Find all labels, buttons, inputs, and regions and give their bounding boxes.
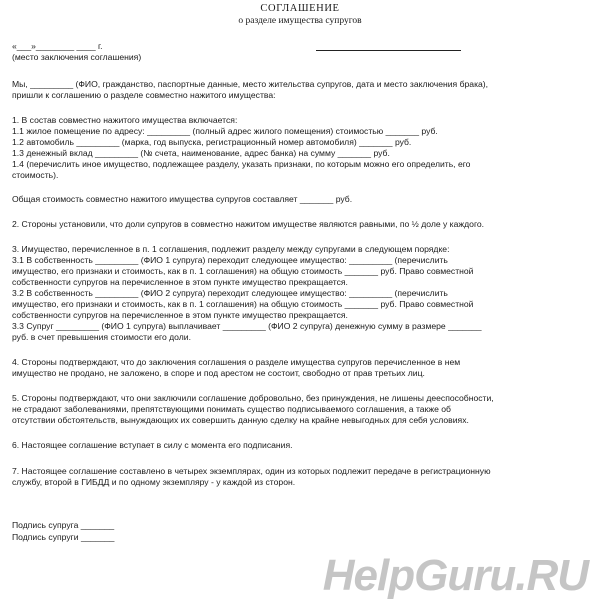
body-line: 3.2 В собственность _________ (ФИО 2 супруга) переходит следующее имущество: _________ (перечислить <box>12 288 448 298</box>
body-line: 3.1 В собственность _________ (ФИО 1 супруга) переходит следующее имущество: _________ (перечислить <box>12 255 448 265</box>
body-line: руб. в счет превышения стоимости его доли. <box>12 332 191 342</box>
body-line: стоимость). <box>12 170 59 180</box>
body-line: собственности супругов на перечисленное в этом пункте имущество прекращается. <box>12 277 348 287</box>
body-line: Общая стоимость совместно нажитого имущества супругов составляет _______ руб. <box>12 194 353 204</box>
body-line: не страдают заболеваниями, препятствующими понимать существо подписываемого соглашения, а также об <box>12 404 451 414</box>
place-caption: (место заключения соглашения) <box>12 52 142 62</box>
body-line: 1.3 денежный вклад _________ (№ счета, наименование, адрес банка) на сумму _______ руб. <box>12 148 390 158</box>
signature-husband: Подпись супруга _______ <box>12 520 115 530</box>
body-line: 1.1 жилое помещение по адресу: _________ (полный адрес жилого помещения) стоимостью _______ руб. <box>12 126 438 136</box>
body-line: службу, второй в ГИБДД и по одному экземпляру - у каждой из сторон. <box>12 477 296 487</box>
body-line: имущество не продано, не заложено, в споре и под арестом не состоит, свободно от прав третьих лиц. <box>12 368 425 378</box>
body-line: пришли к соглашению о разделе совместно нажитого имущества: <box>12 90 276 100</box>
body-line: 4. Стороны подтверждают, что до заключения соглашения о разделе имущества супругов перечисленное в нем <box>12 357 461 367</box>
body-line: 7. Настоящее соглашение составлено в четырех экземплярах, один из которых подлежит передаче в регистрационную <box>12 466 491 476</box>
body-line: 6. Настоящее соглашение вступает в силу с момента его подписания. <box>12 440 293 450</box>
place-blank-line <box>316 41 461 51</box>
body-line: 3. Имущество, перечисленное в п. 1 соглашения, подлежит разделу между супругами в следующем порядке: <box>12 244 450 254</box>
body-line: отсутствии обстоятельств, вынуждающих их совершить данную сделку на крайне невыгодных для себя условиях. <box>12 415 469 425</box>
document-title: СОГЛАШЕНИЕ <box>260 3 340 14</box>
body-line: собственности супругов на перечисленное в этом пункте имущество прекращается. <box>12 310 348 320</box>
body-line: имущество, его признаки и стоимость, как в п. 1 соглашения) на общую стоимость _______ руб. Право совместной <box>12 299 474 309</box>
watermark-logo: HelpGuru.RU <box>322 550 588 600</box>
body-line: Мы, _________ (ФИО, гражданство, паспортные данные, место жительства супругов, дата и место заключения брака), <box>12 79 489 89</box>
body-line: 5. Стороны подтверждают, что они заключили соглашение добровольно, без принуждения, не лишены дееспособности, <box>12 393 494 403</box>
body-line: 1. В состав совместно нажитого имущества включается: <box>12 115 238 125</box>
body-line: 3.3 Супруг _________ (ФИО 1 супруга) выплачивает _________ (ФИО 2 супруга) денежную сумму в размере _______ <box>12 321 482 331</box>
signature-wife: Подпись супруги _______ <box>12 532 115 542</box>
body-line: 1.4 (перечислить иное имущество, подлежащее разделу, указать признаки, по которым можно его определить, его <box>12 159 471 169</box>
body-line: 1.2 автомобиль _________ (марка, год выпуска, регистрационный номер автомобиля) _______ руб. <box>12 137 412 147</box>
body-line: имущество, его признаки и стоимость, как в п. 1 соглашения) на общую стоимость _______ руб. Право совместной <box>12 266 474 276</box>
date-line: «___»________ ____ г. <box>12 41 103 51</box>
body-line: 2. Стороны установили, что доли супругов в совместно нажитом имуществе являются равными, по ½ доле у каждого. <box>12 219 485 229</box>
document-subtitle: о разделе имущества супругов <box>238 16 362 26</box>
